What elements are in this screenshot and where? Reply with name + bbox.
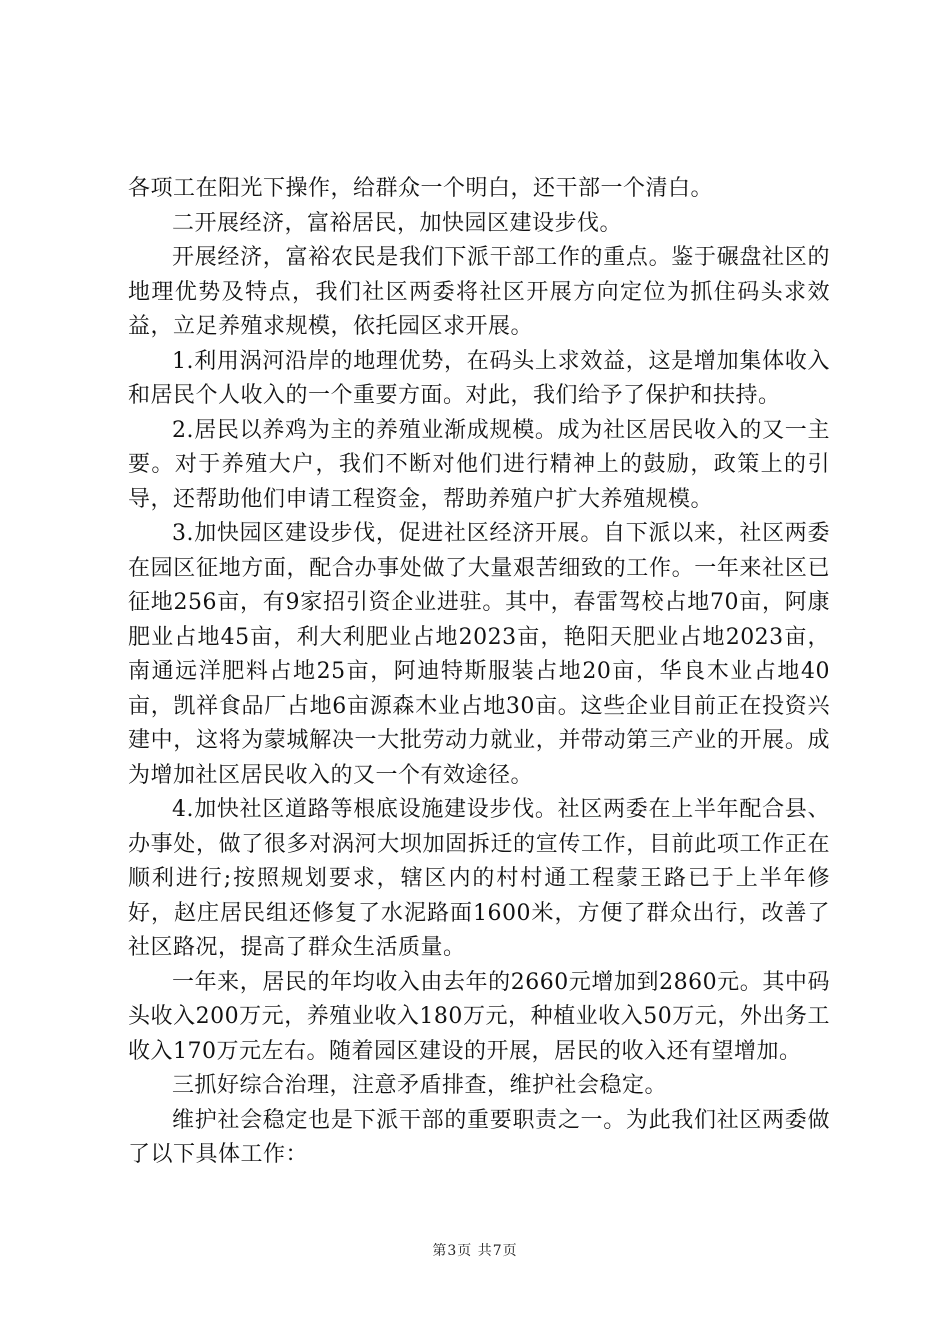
section-heading-2: 二开展经济，富裕居民，加快园区建设步伐。 [172,210,623,236]
page-number-footer: 第3页 共7页 [432,1243,518,1259]
document-body [128,172,830,1173]
paragraph-1: 各项工在阳光下操作，给群众一个明白，还干部一个清白。 [128,176,714,201]
section-heading-3: 三抓好综合治理，注意矛盾排查，维护社会稳定。 [172,1073,668,1098]
paragraph-3: 开展经济，富裕农民是我们下派干部工作的重点。鉴于碾盘社区的地理优势及特点，我们社区两委将社区开展方向定位为抓住码头求效益，立足养殖求规模，依托园区求开展。 [128,245,830,339]
paragraph-stability: 维护社会稳定也是下派干部的重要职责之一。为此我们社区两委做了以下具体工作： [128,1107,830,1167]
paragraph-income: 一年来，居民的年均收入由去年的2660元增加到2860元。其中码头收入200万元，养殖业收入180万元，种植业收入50万元，外出务工收入170万元左右。随着园区建设的开展，居民的收入还有望增加。 [128,969,830,1064]
list-item-2: 2.居民以养鸡为主的养殖业渐成规模。成为社区居民收入的又一主要。对于养殖大户，我们不断对他们进行精神上的鼓励，政策上的引导，还帮助他们申请工程资金，帮助养殖户扩大养殖规模。 [128,417,830,512]
list-item-1: 1.利用涡河沿岸的地理优势，在码头上求效益，这是增加集体收入和居民个人收入的一个重要方面。对此，我们给予了保护和扶持。 [128,348,830,408]
list-item-3: 3.加快园区建设步伐，促进社区经济开展。自下派以来，社区两委在园区征地方面，配合办事处做了大量艰苦细致的工作。一年来社区已征地256亩，有9家招引资企业进驻。其中，春雷驾校占地70亩，阿康肥业占地45亩，利大利肥业占地2023亩，艳阳天肥业占地2023亩，南通远洋肥料占地25亩，阿迪特斯服装占地20亩，华良木业占地40亩，凯祥食品厂占地6亩源森木业占地30亩。这些企业目前正在投资兴建中，这将为蒙城解决一大批劳动力就业，并带动第三产业的开展。成为增加社区居民收入的又一个有效途径。 [128,521,830,788]
list-item-4: 4.加快社区道路等根底设施建设步伐。社区两委在上半年配合县、办事处，做了很多对涡河大坝加固拆迁的宣传工作，目前此项工作正在顺利进行;按照规划要求，辖区内的村村通工程蒙王路已于上半年修好，赵庄居民组还修复了水泥路面1600米，方便了群众出行，改善了社区路况，提高了群众生活质量。 [128,797,830,960]
